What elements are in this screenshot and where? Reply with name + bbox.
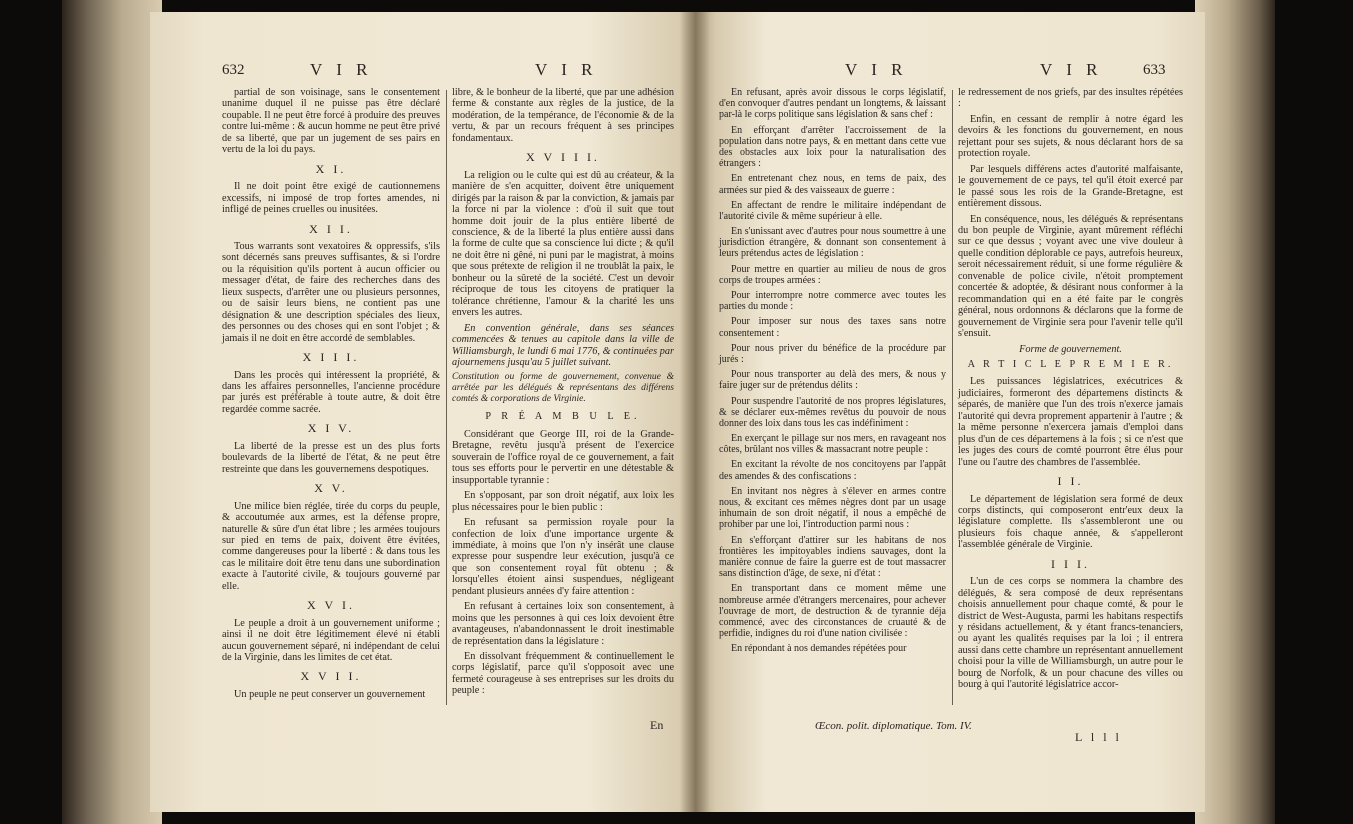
paragraph: En refusant sa permission royale pour la confection de loix d'une importance urgente & immédiate, à moins que l'on n'y insérât une clause expresse pour suspendre leur exécution, jusqu'à ce que son consentement royal fût obtenu ; & lorsqu'elles étoient ainsi suspendues, négligeant pendant plusieurs années d'y faire attention : — [452, 517, 674, 597]
left-page — [150, 12, 695, 812]
article-number: I I I. — [1051, 556, 1090, 571]
page-number-left: 632 — [222, 62, 245, 78]
article-number: X I I. — [309, 221, 353, 236]
paragraph: Enfin, en cessant de remplir à notre égard les devoirs & les fonctions du gouvernement, en nous rejettant pour ses sujets, & nous déclarant hors de sa protection royale. — [958, 113, 1183, 160]
paragraph: En refusant à certaines loix son consentement, à moins que les personnes à qui ces loix devoient être avantageuses, n'abandonnassent le droit inestimable de représentation dans la législature : — [452, 601, 674, 647]
paragraph: Pour mettre en quartier au milieu de nous de gros corps de troupes armées : — [719, 263, 946, 286]
paragraph: En s'opposant, par son droit négatif, aux loix les plus nécessaires pour le bien public : — [452, 490, 674, 513]
italic-heading: En convention générale, dans ses séances commencées & tenues au capitole dans la ville de Williamsburgh, le lundi 6 mai 1776, & continuées par ajournemens jusqu'au 5 juillet suivant. — [452, 322, 674, 368]
paragraph: En s'unissant avec d'autres pour nous soumettre à une jurisdiction étrangère, & donnant son consentement à leurs prétendus actes de législation : — [719, 226, 946, 260]
paragraph: En exerçant le pillage sur nos mers, en ravageant nos côtes, brûlant nos villes & massacrant notre peuple : — [719, 433, 946, 456]
article-number: I I. — [1057, 474, 1084, 489]
paragraph: Le peuple a droit à un gouvernement uniforme ; ainsi il ne doit être légitimement élevé ni établi aucun gouvernement séparé, ni indépendant de celui de la Virginie, dans les limites de cet état. — [222, 617, 440, 664]
article-number: X V. — [314, 481, 348, 496]
paragraph: Pour imposer sur nous des taxes sans notre consentement : — [719, 316, 946, 339]
signature-mark: L l l l — [1075, 730, 1122, 744]
catchword-left: En — [650, 718, 664, 732]
paragraph: Pour nous transporter au delà des mers, & nous y faire juger sur de prétendus délits : — [719, 369, 946, 392]
paragraph: Tous warrants sont vexatoires & oppressifs, s'ils sont décernés sans preuves suffisantes, & si l'ordre ou la réquisition qu'ils portent à aucun officier ou messager d'état, de faire des recherches dans des lieux suspects, d'arrêter une ou plusieurs personnes, ou de saisir leurs biens, ne contient pas une désignation & une description spéciales des lieux, des personnes ou des choses qui en sont l'objet ; & jamais il ne doit en être accordé de semblables. — [222, 240, 440, 344]
right-page — [695, 12, 1205, 812]
paragraph: En affectant de rendre le militaire indépendant de l'autorité civile & même supérieur à elle. — [719, 199, 946, 222]
paragraph: En dissolvant fréquemment & continuellement le corps législatif, parce qu'il s'opposoit avec une fermeté courageuse à ses entreprises sur les droits du peuple : — [452, 651, 674, 697]
paragraph: En invitant nos nègres à s'élever en armes contre nous, & excitant ces mêmes nègres dont par un usage inhumain de son droit négatif, il nous a empêché de prohiber par une loi, l'introduction parmi nous : — [719, 485, 946, 531]
column-rule-left — [446, 90, 447, 705]
italic-subheading: Forme de gouvernement. — [1019, 343, 1122, 355]
paragraph: En conséquence, nous, les délégués & représentans du bon peuple de Virginie, ayant mûrement réfléchi sur ce que dessus ; voyant avec une vive douleur à quelle condition déplorable ce pays, autrefois heureux, seroit nécessairement réduit, si une forme régulière & convenable de police civile, n'étoit promptement concertée & adoptée, & désirant nous conformer à la recommandation qui en a été faite par le congrès général, nous ordonnons & déclarons que la forme de gouvernement de Virginie sera pour l'avenir telle qu'il s'ensuit. — [958, 213, 1183, 340]
paragraph: La liberté de la presse est un des plus forts boulevards de la liberté de l'état, & ne peut être restreinte que dans les gouvernemens despotiques. — [222, 440, 440, 475]
article-number: X I I I. — [302, 350, 360, 365]
footer-reference: Œcon. polit. diplomatique. Tom. IV. — [815, 720, 972, 732]
paragraph: L'un de ces corps se nommera la chambre des délégués, & sera composé de deux représentans choisis annuellement pour chaque comté, & pour le district de West-Augusta, parmi les habitans respectifs y résidans actuellement, & y étant francs-tenanciers, ou ayant les qualités requises par la loi ; il entrera aussi dans cette chambre un représentant annuellement choisi pour la ville de Williamsburgh, un autre pour le bourg de Norfolk, & un pour chacune des villes ou bourg à qui l'autorité législatrice accor- — [958, 576, 1183, 691]
paragraph: En efforçant d'arrêter l'accroissement de la population dans notre pays, & en mettant dans cette vue des obstacles aux loix pour la naturalisation des étrangers : — [719, 124, 946, 170]
right-page-edge — [1195, 0, 1275, 824]
article-number: X I. — [315, 161, 347, 176]
italic-note: Constitution ou forme de gouvernement, convenue & arrêtée par les délégués & représentans des différens comtés & corporations de Virginie. — [452, 372, 674, 405]
article-number: X V I I. — [300, 669, 362, 684]
section-heading: P R É A M B U L E. — [485, 411, 641, 423]
paragraph: Les puissances législatrices, exécutrices & judiciaires, formeront des départemens distincts & séparés, de manière que l'un des trois n'exerce jamais l'autorité qui devra proprement appartenir à l'autre ; & la même personne n'exercera jamais d'emploi dans plus d'un de ces départemens à la fois ; si ce n'est que les juges des cours de comté pourront être élus pour l'une ou l'autre des chambres de l'assemblée. — [958, 376, 1183, 468]
running-head-left-b: V I R — [535, 60, 598, 79]
column-rule-right — [952, 90, 953, 705]
paragraph: le redressement de nos griefs, par des insultes répétées : — [958, 87, 1183, 110]
book-gutter — [680, 12, 710, 812]
paragraph: En refusant, après avoir dissous le corps législatif, d'en convoquer d'autres pendant un longtems, & laissant par-là le corps politique sans législation & sans chef : — [719, 87, 946, 121]
article-number: X V I I I. — [526, 150, 600, 165]
paragraph: Pour nous priver du bénéfice de la procédure par jurés : — [719, 342, 946, 365]
right-page-column-2 — [958, 87, 1183, 695]
paragraph: La religion ou le culte qui est dû au créateur, & la manière de s'en acquitter, doivent être uniquement dirigés par la raison & par la conviction, & jamais par la force ni par la violence : d'où il suit que tout homme doit jouir de la plus entière liberté de conscience, & de la liberté la plus entière aussi dans la forme de culte que sa conscience lui dicte ; & qu'il ne doit être ni gêné, ni puni par le magistrat, à moins que sous prétexte de religion il ne troublât la paix, le bonheur ou la sûreté de la société. C'est un devoir réciproque de tous les citoyens de pratiquer la tolérance chrétienne, l'amour & la charité les uns envers les autres. — [452, 169, 674, 319]
paragraph: partial de son voisinage, sans le consentement unanime duquel il ne puisse pas être déclaré coupable. Il ne peut être forcé à produire des preuves contre lui-même : & aucun homme ne peut être privé de sa liberté, que par un jugement de ses pairs en vertu de la loi du pays. — [222, 87, 440, 156]
left-page-column-2 — [452, 87, 674, 701]
paragraph: Pour interrompre notre commerce avec toutes les parties du monde : — [719, 290, 946, 313]
article-heading: A R T I C L E P R E M I E R. — [967, 358, 1174, 370]
left-page-column-1 — [222, 87, 440, 704]
paragraph: En s'efforçant d'attirer sur les habitans de nos frontières les impitoyables indiens sauvages, dont la manière connue de faire la guerre est de tout massacrer sans distinction d'âge, de sexe, ni d'état : — [719, 534, 946, 580]
running-head-left-a: V I R — [310, 60, 373, 79]
paragraph: Une milice bien réglée, tirée du corps du peuple, & accoutumée aux armes, est la défense propre, naturelle & sûre d'un état libre ; les armées toujours sur pied en tems de paix, doivent être évitées, comme dangereuses pour la liberté : & dans tous les cas le militaire doit être tenu dans une subordination exacte à l'autorité civile, & toujours gouverné par elle. — [222, 500, 440, 592]
running-head-right-b: V I R — [1040, 60, 1103, 79]
paragraph: En répondant à nos demandes répétées pour — [731, 643, 907, 655]
left-page-edge — [62, 0, 162, 824]
paragraph: En transportant dans ce moment même une nombreuse armée d'étrangers mercenaires, pour achever l'ouvrage de mort, de destruction & de tyrannie déja commencé, avec des circonstances de cruauté & de perfidie, indignes du roi d'une nation civilisée : — [719, 583, 946, 640]
running-head-right-a: V I R — [845, 60, 908, 79]
paragraph: libre, & le bonheur de la liberté, que par une adhésion ferme & constante aux règles de la justice, de la modération, de la tempérance, de l'économie & de la vertu, & par un recours fréquent à ses principes fondamentaux. — [452, 87, 674, 144]
paragraph: Il ne doit point être exigé de cautionnemens excessifs, ni imposé de trop fortes amendes, ni infligé de peines cruelles ou inusitées. — [222, 181, 440, 216]
paragraph: Un peuple ne peut conserver un gouvernement — [234, 688, 426, 700]
page-number-right: 633 — [1143, 62, 1166, 78]
paragraph: En excitant la révolte de nos concitoyens par l'appât des amendes & des confiscations : — [719, 459, 946, 482]
paragraph: Pour suspendre l'autorité de nos propres législatures, & se déclarer eux-mêmes revêtus du pouvoir de nous donner des loix dans tous les cas indéfiniment : — [719, 395, 946, 429]
paragraph: Dans les procès qui intéressent la propriété, & dans les affaires personnelles, l'ancienne procédure par jurés est préférable à toute autre, & doit être regardée comme sacrée. — [222, 369, 440, 415]
paragraph: En entretenant chez nous, en tems de paix, des armées sur pied & des vaisseaux de guerre : — [719, 173, 946, 196]
right-page-column-1 — [719, 87, 946, 658]
article-number: X V I. — [307, 598, 355, 613]
paragraph: Considérant que George III, roi de la Grande-Bretagne, revêtu jusqu'à présent de l'exercice souverain de l'office royal de ce gouvernement, a fait tous ses efforts pour le pervertir en une détestable & insupportable tyrannie : — [452, 428, 674, 486]
article-number: X I V. — [307, 421, 355, 436]
paragraph: Par lesquels différens actes d'autorité malfaisante, le gouvernement de ce pays, tel qu'il étoit exercé par le passé sous les rois de la Grande-Bretagne, est entièrement dissous. — [958, 163, 1183, 210]
paragraph: Le département de législation sera formé de deux corps distincts, qui composeront entr'eux deux la législature complette. Ils s'assembleront une ou plusieurs fois chaque année, & s'appelleront l'assemblée générale de Virginie. — [958, 493, 1183, 551]
